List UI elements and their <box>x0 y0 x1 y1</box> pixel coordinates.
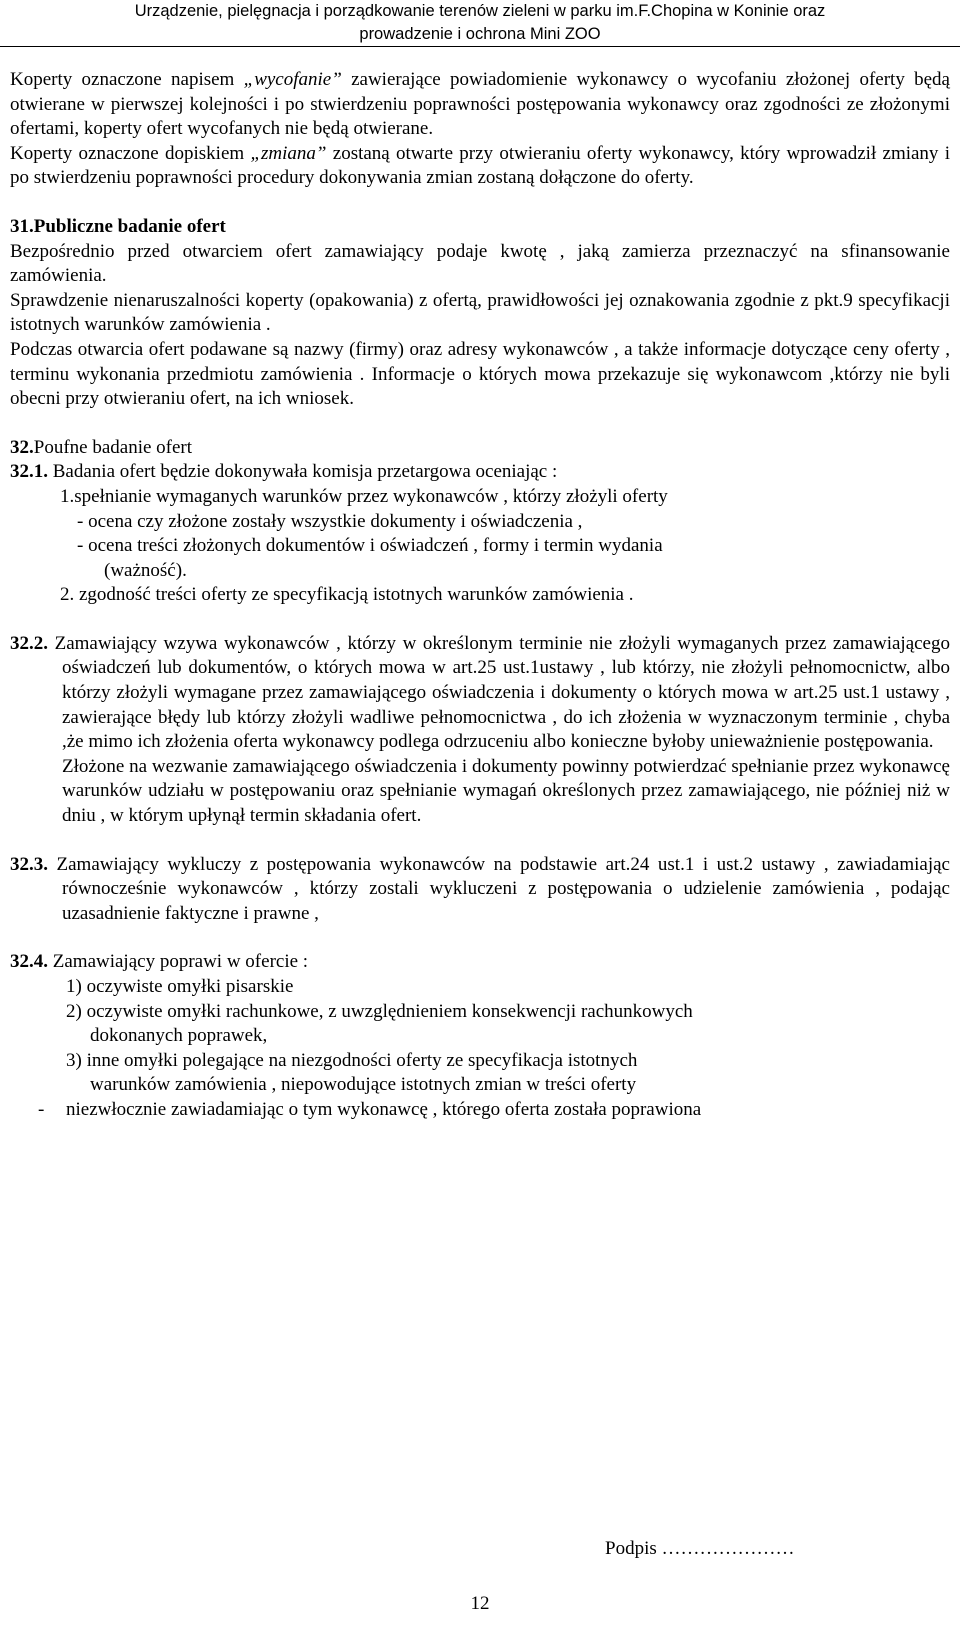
subsection-number: 32.1. <box>10 461 48 483</box>
list-item: 1) oczywiste omyłki pisarskie <box>66 976 294 997</box>
dash-marker: - <box>38 1098 45 1120</box>
subsection-text: Zamawiający wykluczy z postępowania wykonawców na podstawie art.24 ust.1 i ust.2 ustawy , zawiadamiając równocześnie wykonawców , którzy zostali wykluczeni z postępowania o udzielenie zamówienia , podając uzasadnienie faktyczne i prawne , <box>48 853 950 924</box>
list-item: - ocena treści złożonych dokumentów i oświadczeń , formy i termin wydania <box>77 535 663 557</box>
subsection-number: 32.2. <box>10 632 48 654</box>
list-item: 3) inne omyłki polegające na niezgodności oferty ze specyfikacja istotnych <box>66 1049 638 1071</box>
subsection-number: 32.3. <box>10 853 48 875</box>
section-32-3 <box>10 853 950 927</box>
section-number: 31. <box>10 215 34 237</box>
change-label: „zmiana” <box>250 142 327 164</box>
intro-paragraph-withdrawal <box>10 68 950 142</box>
page-number: 12 <box>470 1593 490 1614</box>
section-32-2 <box>10 632 950 755</box>
list-item-continuation: dokonanych poprawek, <box>90 1025 268 1047</box>
section-31-paragraph-2: Sprawdzenie nienaruszalności koperty (opakowania) z ofertą, prawidłowości jej oznakowania zgodnie z pkt.9 specyfikacji istotnych warunków zamówienia . <box>10 289 950 336</box>
section-number: 32. <box>10 436 34 458</box>
section-31-heading <box>10 215 950 240</box>
list-item: - ocena czy złożone zostały wszystkie dokumenty i oświadczenia , <box>77 510 583 532</box>
header-line-1: Urządzenie, pielęgnacja i porządkowanie terenów zieleni w parku im.F.Chopina w Koninie oraz <box>134 2 826 20</box>
section-32-1 <box>10 460 950 485</box>
subsection-text: Badania ofert będzie dokonywała komisja przetargowa oceniając : <box>48 461 558 483</box>
section-title: Publiczne badanie ofert <box>33 215 226 237</box>
dash-item-text: niezwłocznie zawiadamiając o tym wykonawcę , którego oferta została poprawiona <box>66 1098 702 1120</box>
withdrawal-label: „wycofanie” <box>243 69 342 90</box>
page-header <box>0 0 960 47</box>
text-run: zostaną otwarte przy otwieraniu oferty wykonawcy, który wprowadził zmiany i po stwierdzeniu poprawności procedury dokonywania zmian zostaną dołączone do oferty. <box>10 142 950 189</box>
subsection-number: 32.4. <box>10 951 48 973</box>
text-run: zawierające powiadomienie wykonawcy o wycofaniu złożonej oferty będą otwierane w pierwszej kolejności i po stwierdzeniu poprawności postępowania wykonawcy oraz zgodności ze złożonymi ofertami, koperty ofert wycofanych nie będą otwierane. <box>10 69 950 140</box>
list-item-continuation: warunków zamówienia , niepowodujące istotnych zmian w treści oferty <box>90 1074 637 1096</box>
document-body <box>10 68 950 1123</box>
text-run: Koperty oznaczone napisem <box>10 69 244 90</box>
subsection-text: Zamawiający wzywa wykonawców , którzy w określonym terminie nie złożyli wymaganych przez zamawiającego oświadczeń lub dokumentów, o których mowa w art.25 ust.1ustawy , lub którzy, nie złożyli pełnomocnictw, albo którzy złożyli wymagane przez zamawiającego oświadczenia i dokumenty o których mowa w art.25 ust.1 ustawy , zawierające błędy lub którzy złożyli wadliwe pełnomocnictwa , do ich złożenia w wyznaczonym terminie , chyba ,że mimo ich złożenia oferta wykonawcy podlega odrzuceniu albo konieczne byłoby unieważnienie postępowania. <box>48 632 950 753</box>
section-title: Poufne badanie ofert <box>33 436 193 458</box>
section-32-heading <box>10 436 950 461</box>
list-item-continuation: (ważność). <box>104 559 187 581</box>
dash-item <box>10 1098 950 1123</box>
list-item: 2) oczywiste omyłki rachunkowe, z uwzględnieniem konsekwencji rachunkowych <box>66 1000 693 1022</box>
header-line-2: prowadzenie i ochrona Mini ZOO <box>359 25 601 43</box>
section-31-paragraph-1: Bezpośrednio przed otwarciem ofert zamawiający podaje kwotę , jaką zamierza przeznaczyć na sfinansowanie zamówienia. <box>10 240 950 287</box>
signature-line: Podpis ………………… <box>605 1538 795 1559</box>
list-item: 1.spełnianie wymaganych warunków przez wykonawców , którzy złożyli oferty <box>60 485 668 507</box>
section-32-2-paragraph-2: Złożone na wezwanie zamawiającego oświadczenia i dokumenty powinny potwierdzać spełnianie przez wykonawcę warunków udziału w postępowaniu oraz spełnianie wymagań określonych przez zamawiającego, nie później niż w dniu , w którym upłynął termin składania ofert. <box>62 755 950 827</box>
section-31-paragraph-3: Podczas otwarcia ofert podawane są nazwy (firmy) oraz adresy wykonawców , a także informacje dotyczące ceny oferty , terminu wykonania przedmiotu zamówienia . Informacje o których mowa przekazuje się wykonawcom ,którzy nie byli obecni przy otwieraniu ofert, na ich wniosek. <box>10 338 950 410</box>
subsection-text: Zamawiający poprawi w ofercie : <box>48 951 309 973</box>
list-item: 2. zgodność treści oferty ze specyfikacją istotnych warunków zamówienia . <box>60 584 634 606</box>
intro-paragraph-change <box>10 142 950 191</box>
text-run: Koperty oznaczone dopiskiem <box>10 142 251 164</box>
section-32-4 <box>10 950 950 975</box>
